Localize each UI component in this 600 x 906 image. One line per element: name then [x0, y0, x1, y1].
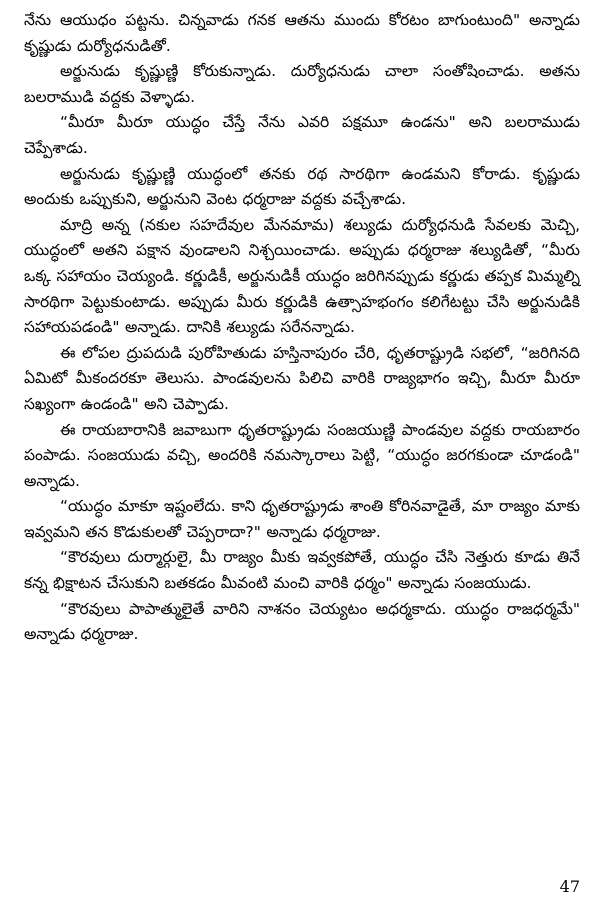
paragraph-7: ఈ రాయబారానికి జవాబుగా ధృతరాష్ట్రుడు సంజయుణ్ణి పాండవుల వద్దకు రాయబారం పంపాడు. సంజయుడు వచ్చి, అందరికి నమస్కారాలు పెట్టి, “యుద్ధం జరగకుండా చూడండి" అన్నాడు. — [24, 420, 580, 490]
page-number: 47 — [559, 877, 580, 896]
body-text — [24, 8, 580, 648]
paragraph-10: “కౌరవులు పాపాత్ములైతే వారిని నాశనం చెయ్యటం అధర్మకాదు. యుద్ధం రాజధర్మమే" అన్నాడు ధర్మరాజు. — [24, 599, 580, 644]
paragraph-6: ఈ లోపల ద్రుపదుడి పురోహితుడు హస్తినాపురం చేరి, ధృతరాష్ట్రుడి సభలో, “జరిగినది ఏమిటో మీకందరకూ తెలుసు. పాండవులను పిలిచి వారికి రాజ్యభాగం ఇచ్చి, మీరూ మీరూ సఖ్యంగా ఉండండి" అని చెప్పాడు. — [24, 343, 580, 413]
paragraph-9: “కౌరవులు దుర్మార్గులై, మీ రాజ్యం మీకు ఇవ్వకపోతే, యుద్ధం చేసి నెత్తురు కూడు తినే కన్న భిక్షాటన చేసుకుని బతకడం మీవంటి మంచి వారికి ధర్మం" అన్నాడు సంజయుడు. — [24, 548, 580, 593]
paragraph-3: “మీరూ మీరూ యుద్ధం చేస్తే నేను ఎవరి పక్షమూ ఉండను" అని బలరాముడు చెప్పేశాడు. — [24, 113, 580, 157]
paragraph-1: నేను ఆయుధం పట్టను. చిన్నవాడు గనక ఆతను ముందు కోరటం బాగుంటుంది" అన్నాడు కృష్ణుడు దుర్యోధనుడితో. — [24, 11, 580, 55]
paragraph-4: అర్జునుడు కృష్ణుణ్ణి యుద్ధంలో తనకు రథ సారథిగా ఉండమని కోరాడు. కృష్ణుడు అందుకు ఒప్పుకుని, అర్జునుని వెంట ధర్మరాజు వద్దకు వచ్చేశాడు. — [24, 164, 580, 209]
paragraph-5: మాద్రి అన్న (నకుల సహదేవుల మేనమామ) శల్యుడు దుర్యోధనుడి సేవలకు మెచ్చి, యుద్ధంలో అతని పక్షాన వుండాలని నిశ్చయించాడు. అప్పుడు ధర్మరాజు శల్యుడితో, “మీరు ఒక్క సహాయం చెయ్యండి. కర్ణుడికీ, అర్జునుడికీ యుద్ధం జరిగినప్పుడు కర్ణుడు తప్పక మిమ్మల్ని సారథిగా పెట్టుకుంటాడు. అప్పుడు మీరు కర్ణుడికి ఉత్సాహభంగం కలిగేటట్టు చేసి అర్జునుడికి సహాయపడండి" అన్నాడు. దానికి శల్యుడు సరేనన్నాడు. — [24, 215, 580, 337]
paragraph-2: అర్జునుడు కృష్ణుణ్ణి కోరుకున్నాడు. దుర్యోధనుడు చాలా సంతోషించాడు. అతను బలరాముడి వద్దకు వెళ్ళాడు. — [24, 62, 580, 106]
paragraph-8: “యుద్ధం మాకూ ఇష్టంలేదు. కాని ధృతరాష్ట్రుడు శాంతి కోరినవాడైతే, మా రాజ్యం మాకు ఇవ్వమని తన కొడుకులతో చెప్పరాదా?" అన్నాడు ధర్మరాజు. — [24, 497, 580, 541]
